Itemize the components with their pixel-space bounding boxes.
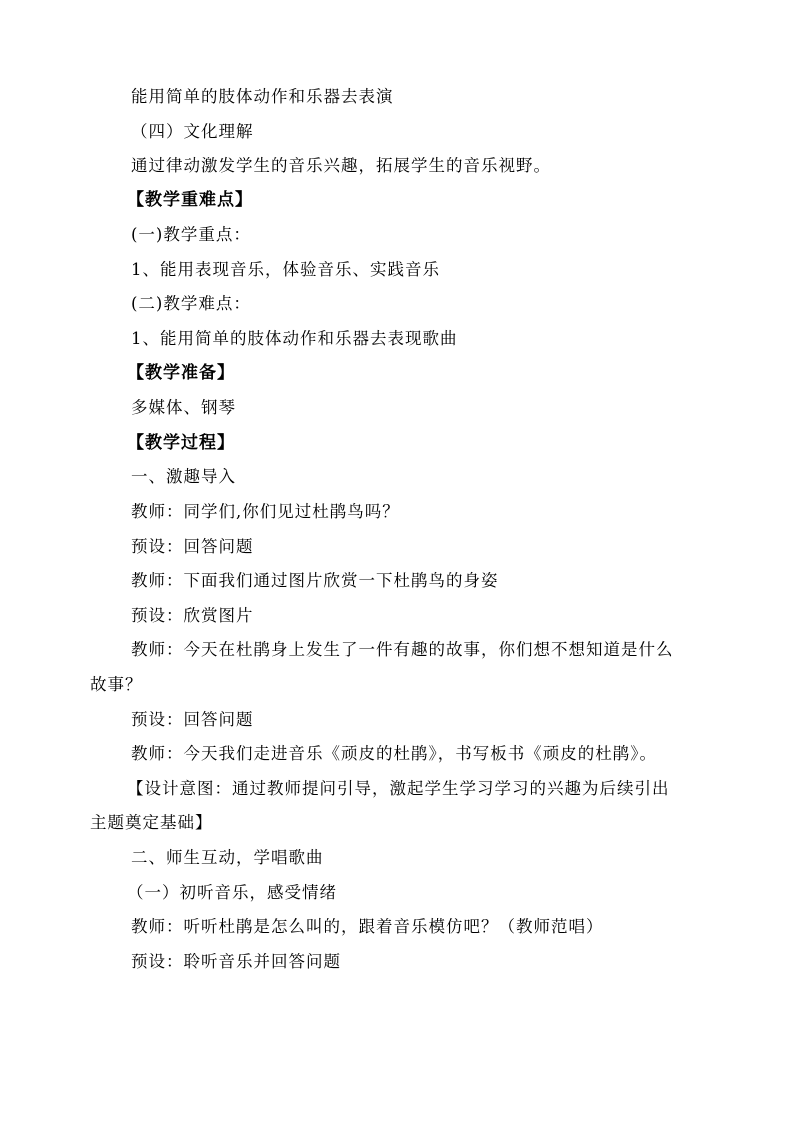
subheading: （一）初听音乐，感受情绪	[127, 883, 337, 902]
text-line: 能用简单的肢体动作和乐器去表演	[131, 87, 394, 106]
text-line: 预设：欣赏图片	[131, 606, 254, 625]
text-line-continuation: 故事？	[90, 675, 143, 694]
text-line: 预设：回答问题	[131, 710, 254, 729]
text-line: 预设：回答问题	[131, 537, 254, 556]
text-line: 多媒体、钢琴	[131, 398, 236, 417]
text-line: 教师：同学们,你们见过杜鹃鸟吗？	[131, 502, 400, 521]
design-intent-note: 【设计意图：通过教师提问引导，激起学生学习学习的兴趣为后续引出	[127, 779, 670, 798]
text-line: 教师：下面我们通过图片欣赏一下杜鹃鸟的身姿	[131, 571, 499, 590]
section-heading-bold: 【教学准备】	[127, 363, 235, 383]
text-line-continuation: 主题奠定基础】	[90, 813, 213, 832]
text-line: 教师：今天我们走进音乐《顽皮的杜鹃》，书写板书《顽皮的杜鹃》。	[131, 744, 657, 763]
text-line: 1、能用表现音乐，体验音乐、实践音乐	[131, 260, 440, 279]
section-heading: （四）文化理解	[131, 122, 254, 141]
text-line: 通过律动激发学生的音乐兴趣，拓展学生的音乐视野。	[131, 156, 551, 175]
subheading: 一、激趣导入	[131, 467, 236, 486]
subheading: (一)教学重点：	[131, 225, 251, 244]
text-line: 教师：听听杜鹃是怎么叫的，跟着音乐模仿吧？（教师范唱）	[131, 917, 604, 936]
section-heading-bold: 【教学过程】	[127, 433, 235, 453]
section-heading-bold: 【教学重难点】	[127, 190, 253, 210]
subheading: (二)教学难点：	[131, 294, 251, 313]
text-line: 教师：今天在杜鹃身上发生了一件有趣的故事，你们想不想知道是什么	[131, 640, 674, 659]
subheading: 二、师生互动，学唱歌曲	[131, 848, 324, 867]
text-line: 1、能用简单的肢体动作和乐器去表现歌曲	[131, 329, 458, 348]
text-line: 预设：聆听音乐并回答问题	[131, 952, 341, 971]
